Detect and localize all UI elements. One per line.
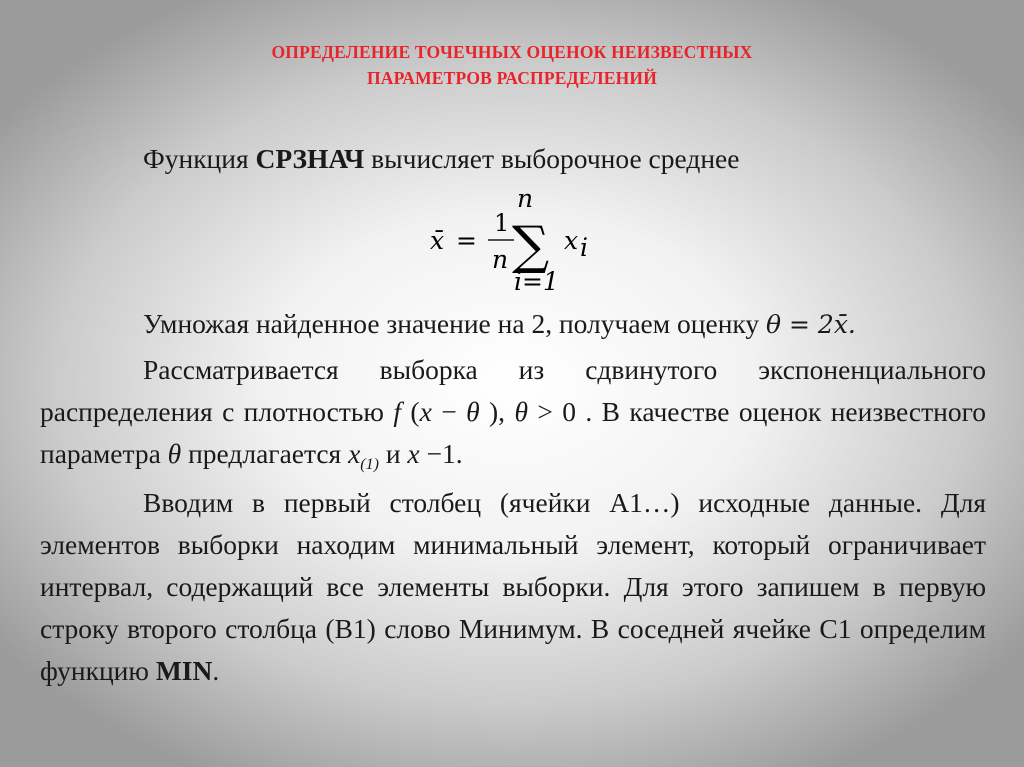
p3-math-theta-2: θ [514,396,528,427]
p3-math-theta-3: θ [167,438,182,469]
p3-math-f: f [393,396,402,427]
function-name-srznach: СРЗНАЧ [255,143,365,174]
p2-math: θ = 2x̄. [766,310,856,339]
p3-text-4: ), [479,396,515,427]
paragraph-shifted-exponential [40,349,986,486]
p3-text-6: предлагается [181,438,349,469]
function-name-min: MIN [155,655,213,686]
sum-upper-limit: n [517,184,534,213]
p3-text-3: − [431,396,467,427]
formula-numerator: 1 [494,209,510,237]
p3-text-1: Рассматривается выборка из сдвинутого экспоненциального распределения с плотностью [40,354,986,427]
paragraph-estimate [40,303,986,346]
paragraph-function-average [40,138,986,180]
title-line-1: ОПРЕДЕЛЕНИЕ ТОЧЕЧНЫХ ОЦЕНОК НЕИЗВЕСТНЫХ [271,42,753,62]
p1-text-before: Функция [143,143,256,174]
formula-lhs: x̄ [430,226,445,255]
p3-text-8: −1. [419,438,463,469]
p3-text-7: и [378,438,408,469]
formula-term: x [564,226,579,255]
p3-math-x-bar: x [407,438,420,469]
formula-svg [428,184,598,296]
formula-term-subscript: i [580,233,588,262]
title-line-2: ПАРАМЕТРОВ РАСПРЕДЕЛЕНИЙ [366,68,658,88]
p3-math-theta-1: θ [466,396,480,427]
sample-mean-formula [428,184,598,296]
sigma-symbol: ∑ [512,216,550,276]
p3-math-x: x [419,396,432,427]
p3-text-2: ( [401,396,420,427]
p4-end: . [212,655,220,686]
paragraph-spreadsheet-steps [40,482,986,692]
p3-math-x1-subscript: (1) [360,456,379,473]
sum-lower-limit: i=1 [514,267,559,296]
p3-text-5: > 0 . В качестве оценок неизвестного параметра [40,396,986,469]
p2-text: Умножая найденное значение на 2, получаем оценку [143,308,767,339]
slide-title [0,39,1024,91]
p4-text: Вводим в первый столбец (ячейки А1…) исходные данные. Для элементов выборки находим минимальный элемент, который ограничивает интервал, содержащий все элементы выборки. Для этого запишем в первую строку второго столбца (B1) слово Минимум. В соседней ячейке C1 определим функцию [40,487,986,686]
p1-text-after: вычисляет выборочное среднее [364,143,740,174]
p3-math-x1: x [348,438,361,469]
formula-denominator: n [492,245,509,274]
formula-equals: = [456,226,477,255]
